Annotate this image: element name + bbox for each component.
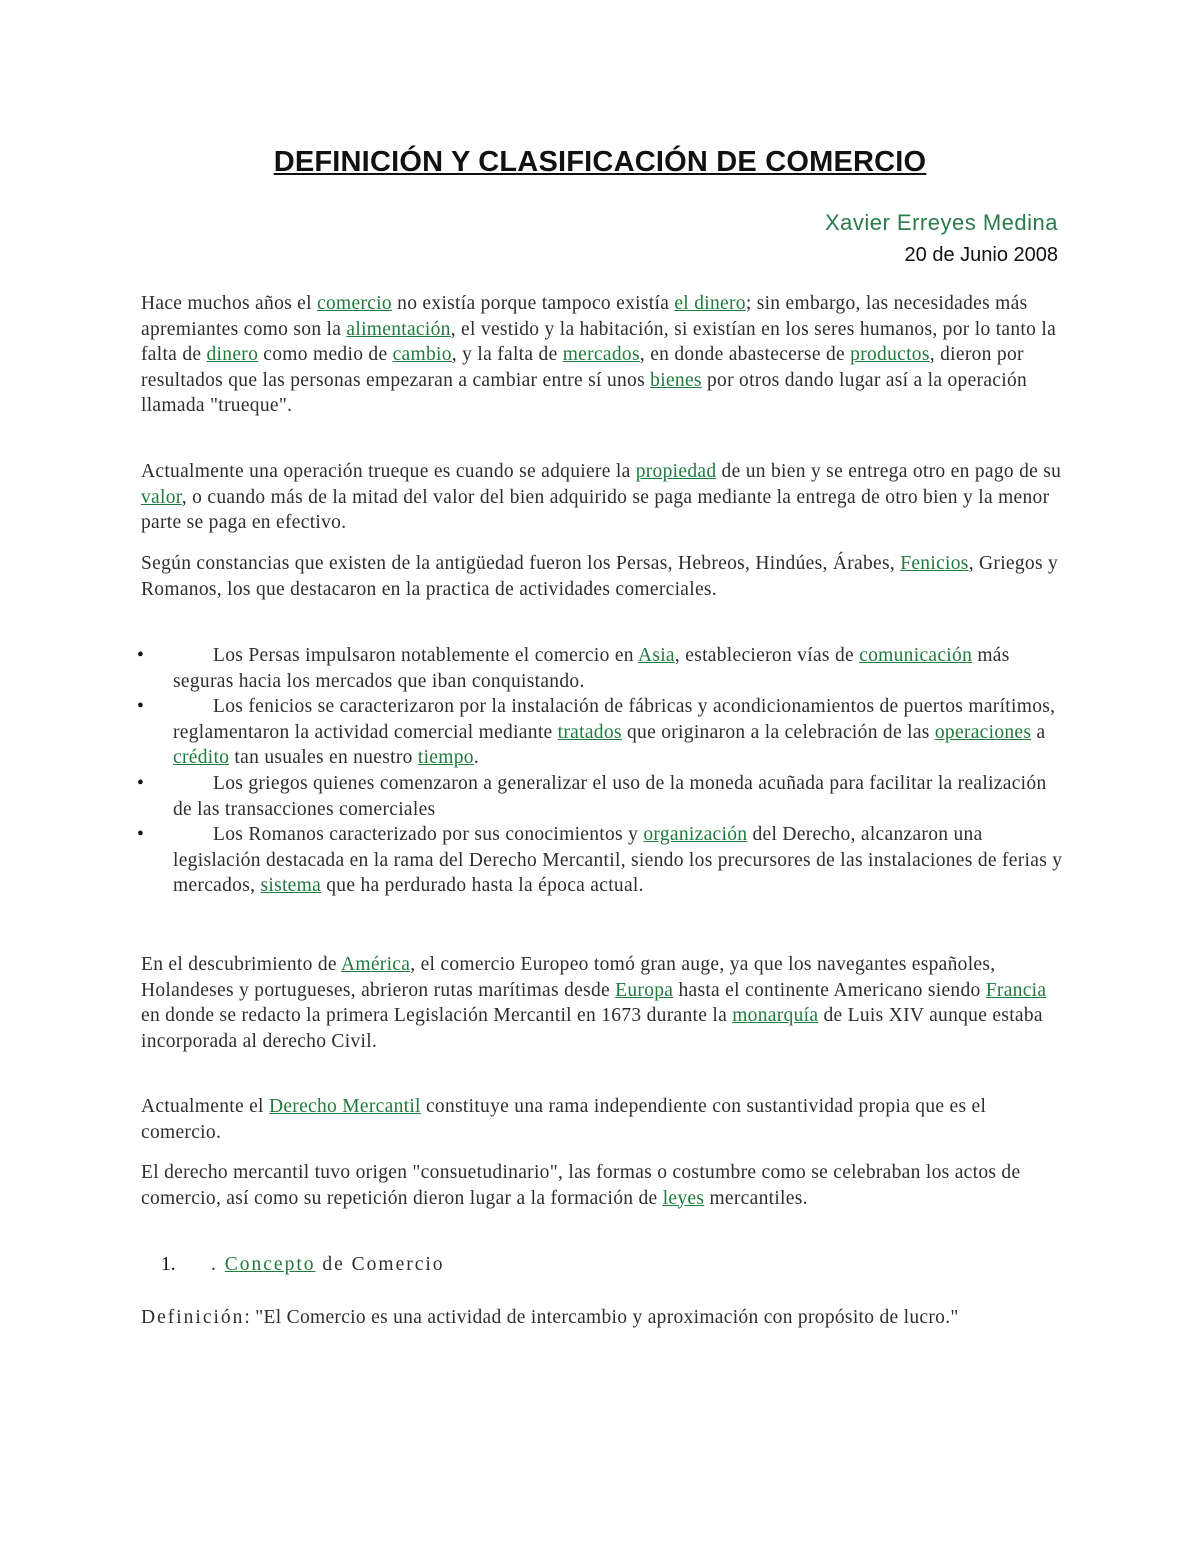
link-dinero[interactable]: dinero: [206, 344, 259, 366]
numbered-heading: [161, 1252, 445, 1277]
link-bienes[interactable]: bienes: [650, 369, 702, 391]
definition-text: : "El Comercio es una actividad de intercambio y aproximación con propósito de lucro.": [244, 1307, 959, 1328]
link-propiedad[interactable]: propiedad: [635, 461, 717, 482]
text-span: Actualmente el: [141, 1096, 269, 1117]
text-span: En el descubrimiento de: [141, 954, 341, 975]
link-europa[interactable]: Europa: [615, 979, 674, 1001]
link-comunicacion[interactable]: comunicación: [859, 645, 973, 666]
text-span: hasta el continente Americano siendo: [673, 979, 986, 1001]
text-span: , en donde abastecerse de: [639, 344, 851, 366]
link-operaciones[interactable]: operaciones: [934, 721, 1032, 743]
list-number: 1.: [161, 1254, 176, 1275]
text-span: , el vestido y la habitación, si existían en los seres humanos, por lo tanto la falta de: [141, 318, 1057, 366]
link-cambio[interactable]: cambio: [392, 344, 452, 366]
text-span: por otros dando lugar así a la operación llamada "trueque".: [141, 369, 1028, 417]
link-francia[interactable]: Francia: [985, 979, 1047, 1001]
link-credito[interactable]: crédito: [173, 747, 230, 769]
text-span: Actualmente una operación trueque es cuando se adquiere la: [141, 461, 636, 482]
text-span: , el comercio Europeo tomó gran auge, ya que los navegantes españoles, Holandeses y portugueses, abrieron rutas marítimas desde: [141, 954, 996, 1001]
link-mercados[interactable]: mercados: [562, 344, 640, 366]
link-asia[interactable]: Asia: [637, 645, 675, 666]
text-span: de Comercio: [315, 1254, 445, 1275]
document-date: 20 de Junio 2008: [904, 244, 1058, 266]
list-item: [137, 694, 1066, 771]
text-span: más seguras hacia los mercados que iban conquistando.: [173, 645, 1010, 692]
link-tratados[interactable]: tratados: [557, 721, 622, 743]
text-span: Los griegos quienes comenzaron a generalizar el uso de la moneda acuñada para facilitar la realización de las transacciones comerciales: [173, 772, 1047, 820]
link-fenicios[interactable]: Fenicios: [900, 553, 969, 574]
text-span: de un bien y se entrega otro en pago de su: [716, 461, 1062, 482]
list-item: [137, 643, 1066, 694]
text-span: ; sin embargo, las necesidades más apremiantes como son la: [141, 293, 1028, 340]
link-valor[interactable]: valor: [141, 486, 182, 508]
link-el-dinero[interactable]: el dinero: [674, 293, 746, 314]
paragraph-ancient-peoples: [141, 551, 1066, 602]
bullet-list: [137, 643, 1066, 899]
paragraph-trueque-origin: [141, 291, 1066, 419]
text-span: tan usuales en nuestro: [229, 747, 418, 769]
list-item: [137, 771, 1066, 822]
text-span: Los Persas impulsaron notablemente el comercio en: [213, 645, 638, 666]
link-leyes[interactable]: leyes: [662, 1187, 705, 1209]
link-organizacion[interactable]: organización: [643, 824, 748, 846]
link-tiempo[interactable]: tiempo: [417, 747, 474, 769]
text-span: a: [1031, 721, 1046, 743]
text-span: , establecieron vías de: [674, 645, 860, 666]
bullet-icon: •: [137, 824, 145, 846]
link-comercio[interactable]: comercio: [317, 293, 392, 314]
text-span: mercantiles.: [704, 1187, 808, 1209]
link-productos[interactable]: productos: [850, 344, 930, 366]
text-span: Según constancias que existen de la antigüedad fueron los Persas, Hebreos, Hindúes, Árabes,: [141, 553, 901, 574]
link-concepto[interactable]: Concepto: [224, 1254, 316, 1275]
definition-paragraph: [141, 1305, 1066, 1331]
text-span: , y la falta de: [451, 344, 563, 366]
text-span: Los fenicios se caracterizaron por la instalación de fábricas y acondicionamientos de puertos marítimos, reglamentaron la actividad comercial mediante: [173, 696, 1056, 743]
paragraph-america: [141, 952, 1066, 1054]
text-span: como medio de: [258, 344, 393, 366]
document-title: DEFINICIÓN Y CLASIFICACIÓN DE COMERCIO: [273, 146, 927, 178]
link-sistema[interactable]: sistema: [260, 875, 322, 897]
definition-label: Definición: [141, 1307, 245, 1328]
link-alimentacion[interactable]: alimentación: [346, 318, 451, 340]
text-span: Hace muchos años el: [141, 293, 318, 314]
bullet-icon: •: [137, 696, 145, 718]
text-span: que originaron a la celebración de las: [621, 721, 935, 743]
text-span: Los Romanos caracterizado por sus conocimientos y: [213, 824, 644, 846]
text-span: del Derecho, alcanzaron una legislación destacada en la rama del Derecho Mercantil, siendo los precursores de las instalaciones de ferias y mercados,: [173, 824, 1063, 897]
text-span: no existía porque tampoco existía: [391, 293, 675, 314]
text-span: El derecho mercantil tuvo origen "consuetudinario", las formas o costumbre como se celebraban los actos de comercio, así como su repetición dieron lugar a la formación de: [141, 1162, 1021, 1209]
bullet-icon: •: [137, 772, 145, 794]
text-span: , o cuando más de la mitad del valor del bien adquirido se paga mediante la entrega de otro bien y la menor parte se paga en efectivo.: [141, 486, 1050, 534]
paragraph-consuetudinario: [141, 1160, 1066, 1211]
text-span: en donde se redacto la primera Legislación Mercantil en 1673 durante la: [141, 1005, 733, 1027]
text-span: .: [473, 747, 480, 769]
text-span: .: [211, 1254, 225, 1275]
text-span: , Griegos y Romanos, los que destacaron en la practica de actividades comerciales.: [141, 553, 1059, 600]
paragraph-trueque-definition: [141, 459, 1066, 536]
link-america[interactable]: América: [340, 954, 411, 975]
paragraph-derecho-mercantil: [141, 1094, 1066, 1145]
text-span: de Luis XIV aunque estaba incorporada al derecho Civil.: [141, 1005, 1043, 1052]
document-author: Xavier Erreyes Medina: [824, 210, 1058, 235]
link-monarquia[interactable]: monarquía: [732, 1005, 819, 1027]
link-derecho-mercantil[interactable]: Derecho Mercantil: [268, 1096, 421, 1117]
text-span: que ha perdurado hasta la época actual.: [321, 875, 644, 897]
text-span: , dieron por resultados que las personas empezaran a cambiar entre sí unos: [141, 344, 1024, 391]
bullet-icon: •: [137, 645, 145, 666]
list-item: [137, 822, 1066, 899]
text-span: constituye una rama independiente con sustantividad propia que es el comercio.: [141, 1096, 987, 1143]
